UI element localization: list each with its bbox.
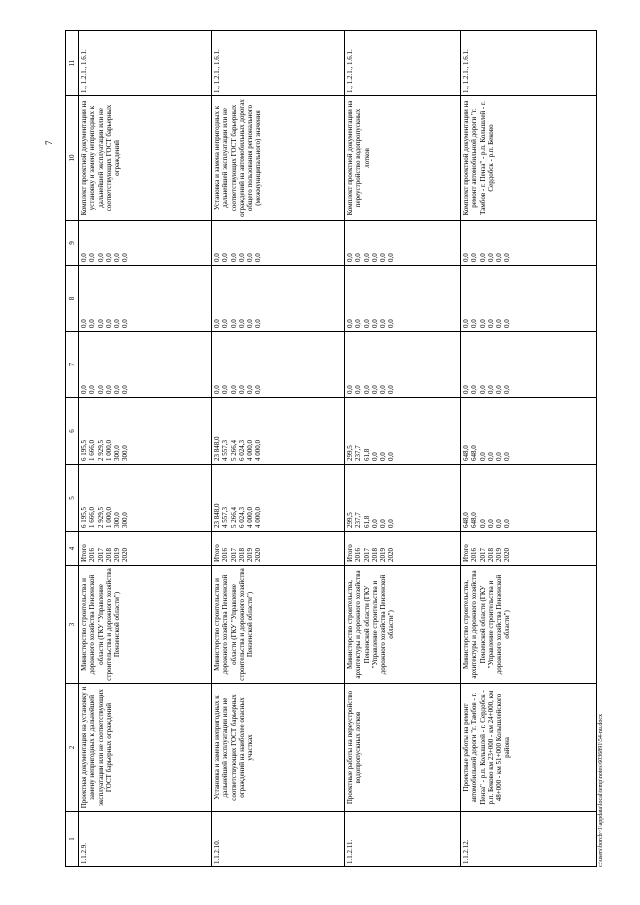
col-header: 7 [66,332,79,398]
amount-cell: 0,0 [88,253,97,262]
amount-cell: 61,8 [362,448,371,461]
amount-cell: 0,0 [104,319,113,328]
amount-list [212,221,345,266]
amount-cell: 0,0 [354,319,363,328]
row-code: 1.1.2.9. [79,812,212,867]
year-cell: 2016 [88,548,97,562]
amount-cell: 0,0 [495,319,503,328]
amount-cell: 0,0 [503,519,512,528]
col-header: 9 [66,221,79,266]
amount-cell: 0,0 [221,385,230,394]
amount-cell: 0,0 [88,319,97,328]
amount-cell: 0,0 [495,519,503,528]
col-header: 2 [66,684,79,812]
amount-cell: 1 666,0 [88,507,97,528]
year-cell: 2017 [96,548,105,562]
amount-list [212,332,345,398]
amount-cell: 0,0 [478,452,487,461]
year-cell: 2019 [113,548,121,562]
indicator-link: 1., 1.2.1., 1.6.1. [345,31,461,96]
amount-cell: 300,0 [121,445,130,461]
amount-list [212,266,345,332]
amount-cell: 0,0 [379,253,387,262]
amount-list [461,465,597,532]
executor: Министерство строительства и дорожного хозяйства Пензенской области (ГКУ "Управление строительства и дорожного хозяйства Пензенской области") [79,566,212,684]
col-header: 1 [66,812,79,867]
amount-cell: 0,0 [387,319,396,328]
amount-cell: 0,0 [379,519,387,528]
amount-list [79,221,212,266]
amount-cell: 0,0 [387,253,396,262]
amount-cell: 0,0 [96,385,105,394]
year-cell: 2020 [503,548,512,562]
amount-list [79,465,212,532]
amount-cell: 5 266,4 [229,507,238,528]
amount-cell: 0,0 [346,253,354,262]
amount-cell: 0,0 [229,253,238,262]
amount-cell: 0,0 [254,253,263,262]
year-cell: 2020 [254,548,263,562]
amount-cell: 0,0 [370,519,379,528]
amount-cell: 0,0 [495,385,503,394]
amount-list [212,398,345,465]
row-code: 1.1.2.11. [345,812,461,867]
amount-cell: 6 195,5 [80,440,88,461]
amount-cell: 0,0 [96,319,105,328]
amount-cell: 0,0 [379,452,387,461]
year-cell: 2019 [379,548,387,562]
year-cell: 2018 [237,548,246,562]
indicator-link: 1., 1.2.1., 1.6.1. [79,31,212,96]
amount-cell: 4 000,0 [246,440,254,461]
col-header: 4 [66,532,79,566]
amount-list [345,332,461,398]
amount-cell: 0,0 [254,319,263,328]
amount-list [79,398,212,465]
amount-cell: 0,0 [503,385,512,394]
amount-cell: 0,0 [121,319,130,328]
amount-list [345,221,461,266]
amount-cell: 5 266,4 [229,440,238,461]
amount-cell: 0,0 [362,319,371,328]
amount-cell: 0,0 [221,253,230,262]
table-row [79,31,212,867]
table-row [461,31,597,867]
amount-cell: 0,0 [237,385,246,394]
col-header: 8 [66,266,79,332]
amount-cell: 0,0 [354,385,363,394]
amount-list [461,332,597,398]
amount-cell: 0,0 [88,385,97,394]
year-cell: 2017 [362,548,371,562]
amount-cell: 0,0 [254,385,263,394]
file-path: c:\users\borch~1\appdata\local\temp\notes\6036891\54-nu.docx [598,713,604,867]
amount-cell: 0,0 [229,385,238,394]
amount-cell: 0,0 [462,319,470,328]
amount-cell: 0,0 [237,253,246,262]
year-cell: Итого [462,544,470,562]
amount-list [461,221,597,266]
amount-cell: 0,0 [503,452,512,461]
executor: Министерство строительства и дорожного хозяйства Пензенской области (ГКУ "Управление строительства и дорожного хозяйства Пензенской области") [212,566,345,684]
year-cell: 2018 [370,548,379,562]
activity-name: Проектные работы на переустройство водопропускных лотков [345,684,461,812]
year-list [345,532,461,566]
amount-cell: 0,0 [113,385,121,394]
amount-cell: 0,0 [495,253,503,262]
year-cell: 2016 [354,548,363,562]
table-row [212,31,345,867]
year-list [212,532,345,566]
amount-cell: 0,0 [387,385,396,394]
amount-cell: 0,0 [213,385,221,394]
amount-list [345,266,461,332]
amount-cell: 0,0 [495,452,503,461]
amount-cell: 0,0 [221,319,230,328]
amount-cell: 0,0 [387,519,396,528]
expected-result: Установка и замена непригодных к дальнейшей эксплуатации или не соответствующих ГОСТ барьерных ограждений на автомобильных дорогах общего пользования регионального (межмуниципального) значения [212,96,345,221]
amount-list [461,398,597,465]
amount-cell: 0,0 [486,519,495,528]
year-cell: Итого [213,544,221,562]
amount-cell: 4 557,3 [221,440,230,461]
amount-cell: 0,0 [470,385,479,394]
row-code: 1.1.2.10. [212,812,345,867]
activity-name: Установка и замена непригодных к дальнейшей эксплуатации или не соответствующих ГОСТ барьерных ограждений на наиболее опасных участках [212,684,345,812]
year-cell: 2017 [478,548,487,562]
amount-cell: 0,0 [470,253,479,262]
indicator-link: 1., 1.2.1., 1.6.1. [212,31,345,96]
amount-cell: 0,0 [121,385,130,394]
amount-cell: 0,0 [370,452,379,461]
amount-cell: 0,0 [354,253,363,262]
amount-cell: 0,0 [503,319,512,328]
amount-cell: 0,0 [104,253,113,262]
amount-cell: 0,0 [246,319,254,328]
executor: Министерство строительства, архитектуры и дорожного хозяйства Пензенской области (ГКУ "Управление строительства и дорожного хозяйства Пензенской области") [461,566,597,684]
year-cell: 2019 [495,548,503,562]
amount-cell: 0,0 [246,253,254,262]
amount-cell: 0,0 [379,319,387,328]
amount-cell: 0,0 [346,385,354,394]
amount-list [345,398,461,465]
expected-result: Комплект проектной документации на переустройство водопропускных лотков [345,96,461,221]
amount-cell: 0,0 [229,319,238,328]
amount-cell: 4 000,0 [254,440,263,461]
amount-cell: 0,0 [486,319,495,328]
amount-cell: 0,0 [478,519,487,528]
amount-cell: 2 929,5 [96,440,105,461]
amount-cell: 4 000,0 [246,507,254,528]
year-cell: 2019 [246,548,254,562]
amount-cell: 648,0 [470,445,479,461]
amount-cell: 0,0 [80,319,88,328]
amount-cell: 2 929,5 [96,507,105,528]
amount-cell: 61,8 [362,515,371,528]
amount-cell: 0,0 [80,253,88,262]
amount-cell: 6 024,3 [237,507,246,528]
year-cell: 2020 [121,548,130,562]
amount-cell: 0,0 [370,385,379,394]
amount-cell: 0,0 [462,385,470,394]
amount-cell: 0,0 [213,319,221,328]
amount-cell: 0,0 [362,253,371,262]
amount-cell: 299,5 [346,445,354,461]
amount-cell: 300,0 [121,512,130,528]
col-header: 6 [66,398,79,465]
amount-cell: 237,7 [354,445,363,461]
amount-cell: 0,0 [478,253,487,262]
amount-cell: 0,0 [113,253,121,262]
expected-result: Комплект проектной документации на ремонт автомобильной дороги "г. Тамбов - г. Пенза" - р.п. Колышлей - г. Сердобск - р.п. Бековo [461,96,597,221]
col-header: 5 [66,465,79,532]
amount-cell: 648,0 [462,445,470,461]
amount-cell: 300,0 [113,445,121,461]
amount-cell: 648,0 [470,512,479,528]
amount-cell: 1 000,0 [104,507,113,528]
col-header: 3 [66,566,79,684]
executor: Министерство строительства, архитектуры и дорожного хозяйства Пензенской области (ГКУ "Управление строительства и дорожного хозяйства Пензенской области") [345,566,461,684]
year-cell: 2020 [387,548,396,562]
amount-cell: 299,5 [346,512,354,528]
table-row [345,31,461,867]
amount-cell: 0,0 [470,319,479,328]
year-cell: 2018 [486,548,495,562]
amount-cell: 4 000,0 [254,507,263,528]
amount-cell: 0,0 [246,385,254,394]
amount-cell: 0,0 [379,385,387,394]
amount-list [212,465,345,532]
amount-cell: 0,0 [486,385,495,394]
amount-list [79,266,212,332]
page-number: 7 [44,140,54,145]
amount-cell: 6 024,3 [237,440,246,461]
year-list [461,532,597,566]
amount-list [79,332,212,398]
year-list [79,532,212,566]
header-row [66,31,79,867]
amount-cell: 0,0 [121,253,130,262]
activity-name: Проектная документация на установку и замену непригодных к дальнейшей эксплуатации или не соответствующих ГОСТ барьерных ограждений [79,684,212,812]
amount-cell: 0,0 [370,319,379,328]
amount-list [461,266,597,332]
amount-cell: 0,0 [237,319,246,328]
expected-result: Комплект проектной документации на установку и замену непригодных к дальнейшей эксплуатации или не соответствующих ГОСТ барьерных ограждений [79,96,212,221]
col-header: 11 [66,31,79,96]
amount-cell: 0,0 [96,253,105,262]
program-table [65,30,597,867]
amount-cell: 648,0 [462,512,470,528]
year-cell: 2016 [221,548,230,562]
amount-cell: 6 195,5 [80,507,88,528]
year-cell: 2017 [229,548,238,562]
amount-cell: 0,0 [478,319,487,328]
amount-cell: 300,0 [113,512,121,528]
amount-list [345,465,461,532]
year-cell: 2018 [104,548,113,562]
row-code: 1.1.2.12. [461,812,597,867]
amount-cell: 0,0 [362,385,371,394]
amount-cell: 0,0 [370,253,379,262]
amount-cell: 23 848,0 [213,503,221,528]
amount-cell: 237,7 [354,512,363,528]
year-cell: Итого [80,544,88,562]
amount-cell: 0,0 [80,385,88,394]
amount-cell: 0,0 [213,253,221,262]
amount-cell: 23 848,0 [213,436,221,461]
col-header: 10 [66,96,79,221]
amount-cell: 0,0 [346,319,354,328]
activity-name: Проектные работы на ремонт автомобильной дороги "г. Тамбов - г. Пенза" - р.п. Колышлей - г. Сердобск - р.п. Бековo км 23+000 - км 24+000, км 48+000 - км 51+000 Колышлейского района [461,684,597,812]
amount-cell: 0,0 [486,253,495,262]
amount-cell: 1 666,0 [88,440,97,461]
amount-cell: 0,0 [104,385,113,394]
amount-cell: 0,0 [478,385,487,394]
amount-cell: 0,0 [503,253,512,262]
year-cell: Итого [346,544,354,562]
amount-cell: 1 000,0 [104,440,113,461]
amount-cell: 0,0 [387,452,396,461]
amount-cell: 4 557,3 [221,507,230,528]
year-cell: 2016 [470,548,479,562]
indicator-link: 1., 1.2.1., 1.6.1. [461,31,597,96]
amount-cell: 0,0 [486,452,495,461]
amount-cell: 0,0 [462,253,470,262]
amount-cell: 0,0 [113,319,121,328]
